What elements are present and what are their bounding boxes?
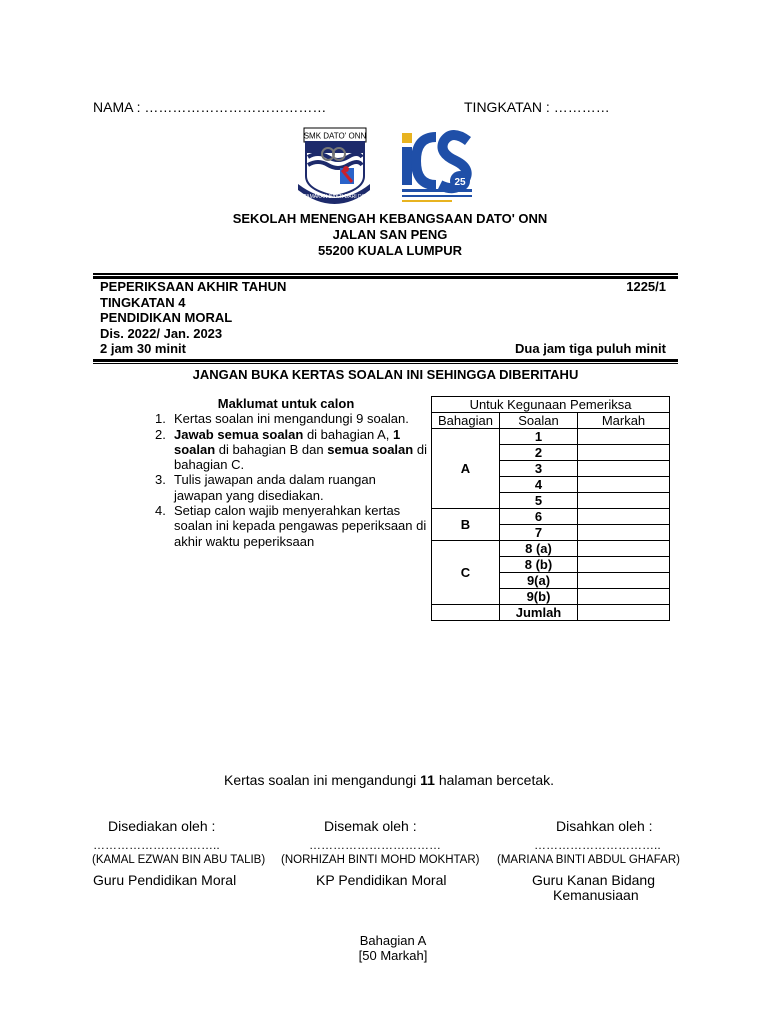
question-cell: 9(b) <box>500 589 578 605</box>
signatory-title-line2: Kemanusiaan <box>553 887 639 903</box>
marks-cell[interactable] <box>578 589 670 605</box>
exam-form: TINGKATAN 4 <box>100 294 186 310</box>
top-rule-thin <box>93 273 678 275</box>
question-cell: 9(a) <box>500 573 578 589</box>
exam-duration: 2 jam 30 minit <box>100 341 186 356</box>
question-cell: 2 <box>500 445 578 461</box>
marks-cell[interactable] <box>578 429 670 445</box>
section-marks: [50 Markah] <box>358 948 428 963</box>
signatory-title: Guru Pendidikan Moral <box>93 872 237 888</box>
examiner-marks-table <box>431 396 670 621</box>
table-header: Bahagian <box>432 413 500 429</box>
candidate-info-title: Maklumat untuk calon <box>217 396 355 411</box>
exam-details <box>100 279 666 357</box>
table-header: Markah <box>578 413 670 429</box>
total-spacer <box>432 605 500 621</box>
list-item: 3. Tulis jawapan anda dalam ruangan jawapan yang disediakan. <box>155 472 376 503</box>
crest-motto-text: UTAMAKAN BAKTI DARI DIRI <box>300 194 368 200</box>
prepared-by-label: Disediakan oleh : <box>108 818 216 834</box>
school-crest-logo <box>292 126 376 208</box>
signatory-title: Guru Kanan Bidang <box>532 872 655 888</box>
page-count-note: Kertas soalan ini mengandungi 11 halaman bercetak. <box>223 772 555 788</box>
section-label: C <box>432 541 500 605</box>
marks-cell[interactable] <box>578 493 670 509</box>
question-cell: 8 (b) <box>500 557 578 573</box>
question-cell: 7 <box>500 525 578 541</box>
marks-cell[interactable] <box>578 477 670 493</box>
svg-text:25: 25 <box>454 177 466 188</box>
question-cell: 6 <box>500 509 578 525</box>
school-address-block <box>0 211 768 259</box>
section-label: A <box>432 429 500 509</box>
section-name: Bahagian A <box>359 933 427 948</box>
list-item: 1. Kertas soalan ini mengandungi 9 soalan. <box>155 411 409 427</box>
question-cell: 4 <box>500 477 578 493</box>
table-caption: Untuk Kegunaan Pemeriksa <box>432 397 670 413</box>
table-header: Soalan <box>500 413 578 429</box>
signature-line: ………………………….. <box>93 838 220 852</box>
marks-cell[interactable] <box>578 573 670 589</box>
approved-by-label: Disahkan oleh : <box>556 818 653 834</box>
school-city: 55200 KUALA LUMPUR <box>318 243 462 258</box>
question-cell: 5 <box>500 493 578 509</box>
exam-title: PEPERIKSAAN AKHIR TAHUN <box>100 279 287 294</box>
signature-line: …………………………… <box>309 838 441 852</box>
question-cell: 8 (a) <box>500 541 578 557</box>
bottom-rule-thick <box>93 359 678 362</box>
page-count: 11 <box>420 772 435 788</box>
exam-session: Dis. 2022/ Jan. 2023 <box>100 325 223 341</box>
exam-subject: PENDIDIKAN MORAL <box>100 310 233 325</box>
do-not-open-warning: JANGAN BUKA KERTAS SOALAN INI SEHINGGA DIBERITAHU <box>192 367 579 382</box>
name-field-label: NAMA : ………………………………… <box>93 99 327 115</box>
question-cell: 3 <box>500 461 578 477</box>
signature-line: ………………………….. <box>534 838 661 852</box>
section-label: B <box>432 509 500 541</box>
list-item: 4. Setiap calon wajib menyerahkan kertas soalan ini kepada pengawas peperiksaan di akhir waktu peperiksaan <box>155 503 427 549</box>
bottom-rule-thin <box>93 363 678 364</box>
marks-cell[interactable] <box>578 461 670 477</box>
marks-cell[interactable] <box>578 557 670 573</box>
marks-cell[interactable] <box>578 445 670 461</box>
exam-duration-words: Dua jam tiga puluh minit <box>515 341 666 356</box>
candidate-info <box>155 396 427 549</box>
question-cell: 1 <box>500 429 578 445</box>
school-name: SEKOLAH MENENGAH KEBANGSAAN DATO' ONN <box>232 211 548 226</box>
marks-cell[interactable] <box>578 541 670 557</box>
list-item: 2. Jawab semua soalan di bahagian A, 1 soalan di bahagian B dan semua soalan di bahagian C. <box>155 426 427 473</box>
form-field-label: TINGKATAN : ………… <box>464 99 610 115</box>
signatory-title: KP Pendidikan Moral <box>316 872 447 888</box>
total-label: Jumlah <box>500 605 578 621</box>
total-marks-cell[interactable] <box>578 605 670 621</box>
paper-code: 1225/1 <box>626 279 666 294</box>
signatory-name: (MARIANA BINTI ABDUL GHAFAR) <box>497 854 680 866</box>
school-street: JALAN SAN PENG <box>332 227 448 242</box>
crest-banner-text: SMK DATO' ONN <box>303 131 367 141</box>
signatory-name: (KAMAL EZWAN BIN ABU TALIB) <box>92 854 266 866</box>
marks-cell[interactable] <box>578 509 670 525</box>
ics-25-logo <box>400 127 474 207</box>
signatory-name: (NORHIZAH BINTI MOHD MOKHTAR) <box>281 854 480 866</box>
marks-cell[interactable] <box>578 525 670 541</box>
checked-by-label: Disemak oleh : <box>324 818 417 834</box>
section-heading <box>0 933 768 963</box>
